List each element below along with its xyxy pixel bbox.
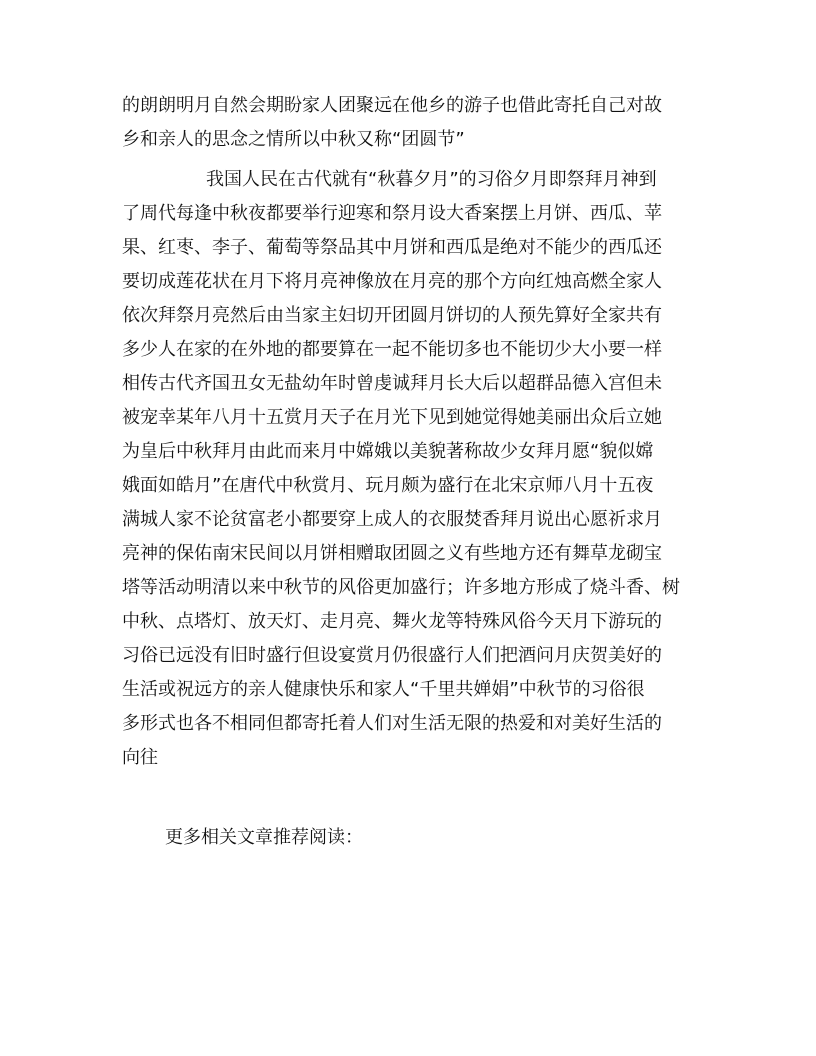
paragraph-line: 被宠幸某年八月十五赏月天子在月光下见到她觉得她美丽出众后立她 [122, 407, 662, 428]
paragraph-line: 娥面如皓月”在唐代中秋赏月、玩月颇为盛行在北宋京师八月十五夜 [122, 475, 654, 496]
paragraph-line: 的朗朗明月自然会期盼家人团聚远在他乡的游子也借此寄托自己对故 [122, 95, 662, 116]
paragraph-line: 中秋、点塔灯、放天灯、走月亮、舞火龙等特殊风俗今天月下游玩的 [122, 611, 662, 632]
paragraph-line: 满城人家不论贫富老小都要穿上成人的衣服焚香拜月说出心愿祈求月 [122, 509, 662, 530]
paragraph-line: 习俗已远没有旧时盛行但设宴赏月仍很盛行人们把酒问月庆贺美好的 [122, 645, 662, 666]
paragraph-line: 塔等活动明清以来中秋节的风俗更加盛行；许多地方形成了烧斗香、树 [122, 577, 680, 598]
paragraph-line: 多形式也各不相同但都寄托着人们对生活无限的热爱和对美好生活的 [122, 713, 662, 734]
paragraph-line: 生活或祝远方的亲人健康快乐和家人“千里共婵娟”中秋节的习俗很 [122, 679, 645, 700]
paragraph-line: 依次拜祭月亮然后由当家主妇切开团圆月饼切的人预先算好全家共有 [122, 305, 662, 326]
paragraph-line: 果、红枣、李子、葡萄等祭品其中月饼和西瓜是绝对不能少的西瓜还 [122, 237, 662, 258]
paragraph-line: 我国人民在古代就有“秋暮夕月”的习俗夕月即祭拜月神到 [206, 169, 657, 190]
paragraph-line: 了周代每逢中秋夜都要举行迎寒和祭月设大香案摆上月饼、西瓜、苹 [122, 203, 662, 224]
paragraph-line: 相传古代齐国丑女无盐幼年时曾虔诚拜月长大后以超群品德入宫但未 [122, 373, 662, 394]
paragraph-line: 向往 [122, 747, 158, 768]
paragraph-line: 多少人在家的在外地的都要算在一起不能切多也不能切少大小要一样 [122, 339, 662, 360]
paragraph-line: 乡和亲人的思念之情所以中秋又称“团圆节” [122, 129, 465, 150]
paragraph-line: 为皇后中秋拜月由此而来月中嫦娥以美貌著称故少女拜月愿“貌似嫦 [122, 441, 654, 462]
paragraph-line: 亮神的保佑南宋民间以月饼相赠取团圆之义有些地方还有舞草龙砌宝 [122, 543, 662, 564]
more-reading-heading: 更多相关文章推荐阅读： [165, 827, 363, 848]
paragraph-line: 要切成莲花状在月下将月亮神像放在月亮的那个方向红烛高燃全家人 [122, 271, 662, 292]
